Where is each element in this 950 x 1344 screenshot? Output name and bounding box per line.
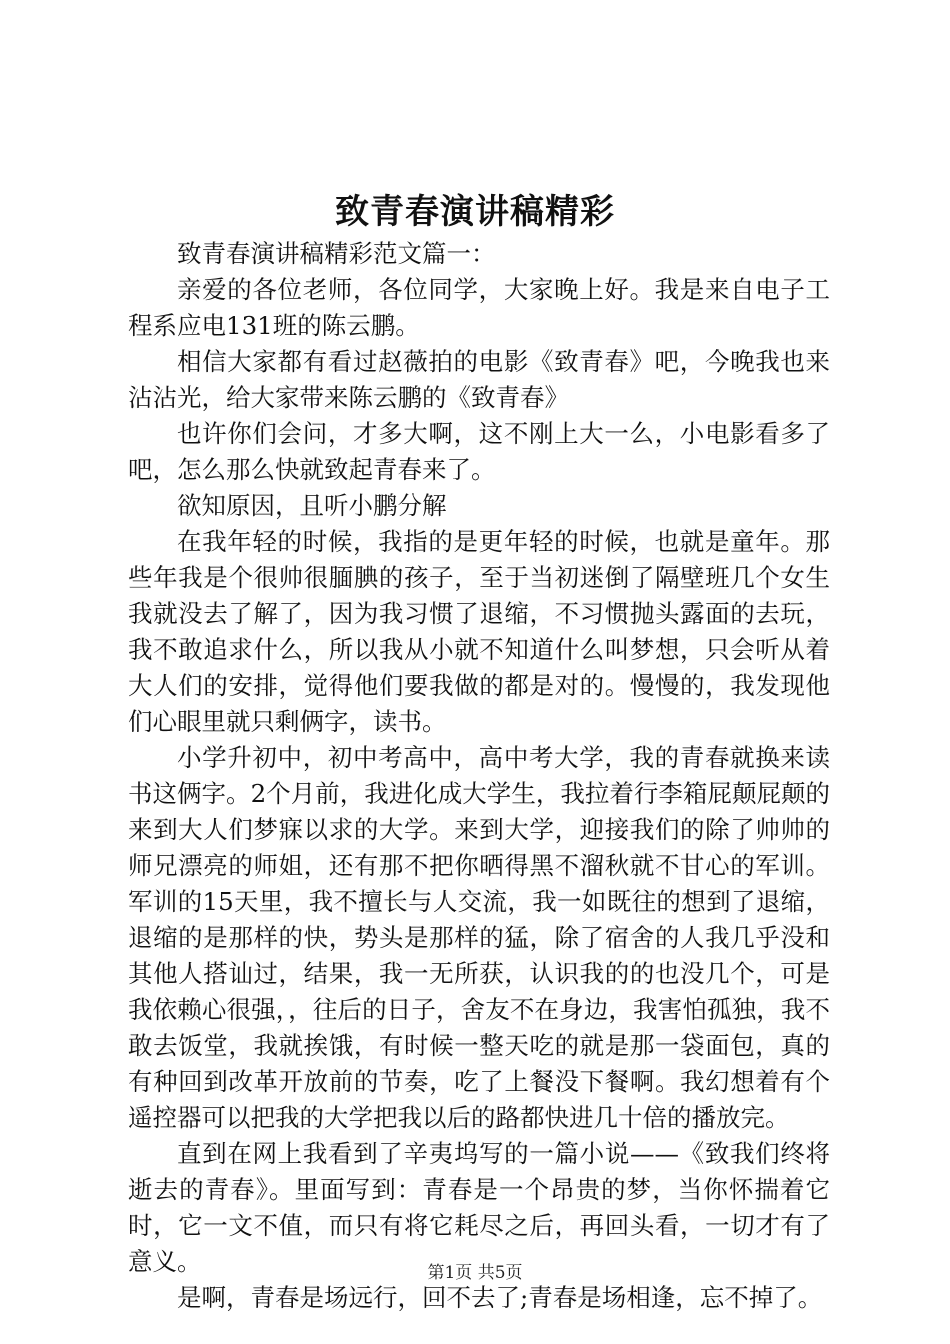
page-footer: 第1页 共5页 <box>427 1263 523 1283</box>
document-title: 致青春演讲稿精彩 <box>335 192 615 232</box>
paragraph: 是啊，青春是场远行，回不去了;青春是场相逢，忘不掉了。 <box>177 1283 823 1312</box>
document-body <box>128 236 830 1316</box>
paragraph: 致青春演讲稿精彩范文篇一： <box>177 239 496 268</box>
paragraph: 亲爱的各位老师，各位同学，大家晚上好。我是来自电子工程系应电131班的陈云鹏。 <box>128 275 830 340</box>
paragraph: 欲知原因，且听小鹏分解 <box>177 491 447 520</box>
paragraph: 小学升初中，初中考高中，高中考大学，我的青春就换来读书这俩字。2个月前，我进化成大学生，我拉着行李箱屁颠屁颠的来到大人们梦寐以求的大学。来到大学，迎接我们的除了帅帅的师兄漂亮的师姐，还有那不把你晒得黑不溜秋就不甘心的军训。军训的15天里，我不擅长与人交流，我一如既往的想到了退缩，退缩的是那样的快，势头是那样的猛，除了宿舍的人我几乎没和其他人搭讪过，结果，我一无所获，认识我的的也没几个，可是我依赖心很强，，往后的日子，舍友不在身边，我害怕孤独，我不敢去饭堂，我就挨饿，有时候一整天吃的就是那一袋面包，真的有种回到改革开放前的节奏，吃了上餐没下餐啊。我幻想着有个遥控器可以把我的大学把我以后的路都快进几十倍的播放完。 <box>128 743 830 1132</box>
paragraph: 直到在网上我看到了辛夷坞写的一篇小说——《致我们终将逝去的青春》。里面写到：青春是一个昂贵的梦，当你怀揣着它时，它一文不值，而只有将它耗尽之后，再回头看，一切才有了意义。 <box>128 1139 830 1276</box>
paragraph: 相信大家都有看过赵薇拍的电影《致青春》吧，今晚我也来沾沾光，给大家带来陈云鹏的《致青春》 <box>128 347 830 412</box>
paragraph: 也许你们会问，才多大啊，这不刚上大一么，小电影看多了吧，怎么那么快就致起青春来了。 <box>128 419 830 484</box>
paragraph: 在我年轻的时候，我指的是更年轻的时候，也就是童年。那些年我是个很帅很腼腆的孩子，至于当初迷倒了隔壁班几个女生我就没去了解了，因为我习惯了退缩，不习惯抛头露面的去玩，我不敢追求什么，所以我从小就不知道什么叫梦想，只会听从着大人们的安排，觉得他们要我做的都是对的。慢慢的，我发现他们心眼里就只剩俩字，读书。 <box>128 527 830 736</box>
